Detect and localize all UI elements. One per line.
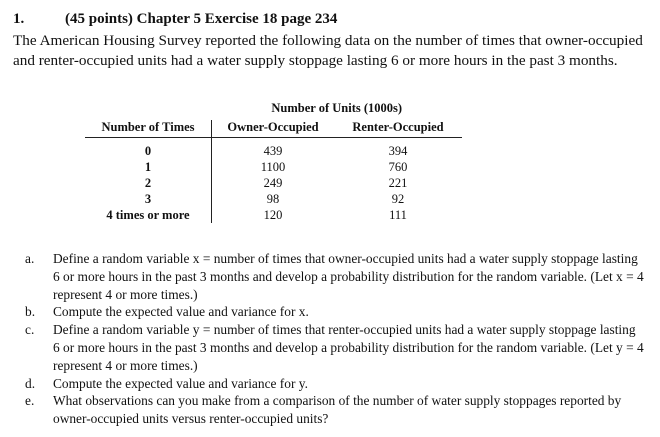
question-letter: e. [25,393,35,409]
renter-cell: 92 [391,192,405,206]
question-text: Define a random variable x = number of times that owner-occupied units had a water supply stoppage lasting 6 or more hours in the past 3 months and develop a probability distribution for the random variable. (Let x = 4 represent 4 or more times.) [53,251,644,302]
renter-cell: 394 [388,144,408,158]
question-letter: c. [25,322,35,338]
table-row [85,159,462,175]
times-cell: 0 [144,144,152,158]
question-d [25,375,645,393]
question-a [25,250,645,303]
problem-intro: The American Housing Survey reported the following data on the number of times that owner-occupied and renter-occupied units had a water supply stoppage lasting 6 or more hours in the past 3 months. [13,32,643,69]
table-row [85,207,462,223]
question-b [25,303,645,321]
column-header-owner: Owner-Occupied [212,120,335,138]
column-header-times: Number of Times [85,120,212,138]
owner-cell: 249 [212,175,335,191]
owner-cell: 98 [212,191,335,207]
question-list [25,250,645,428]
times-cell: 1 [144,160,152,174]
problem-number: 1. [13,11,25,27]
renter-cell: 111 [389,208,407,222]
table-row [85,191,462,207]
column-header-renter: Renter-Occupied [334,120,462,138]
times-cell: 4 times or more [106,208,190,222]
question-text: What observations can you make from a comparison of the number of water supply stoppages reported by owner-occupied units versus renter-occupied units? [53,393,622,427]
question-letter: d. [25,375,36,391]
renter-cell: 221 [388,176,408,190]
times-cell: 2 [144,176,152,190]
stoppage-table [85,101,462,223]
table-row [85,175,462,191]
owner-cell: 439 [212,143,335,159]
units-header: Number of Units (1000s) [271,101,403,115]
question-letter: b. [25,304,36,320]
question-text: Define a random variable y = number of times that renter-occupied units had a water supply stoppage lasting 6 or more hours in the past 3 months and develop a probability distribution for the random variable. (Let y = 4 represent 4 or more times.) [53,322,644,373]
question-c [25,321,645,374]
owner-cell: 120 [212,207,335,223]
question-text: Compute the expected value and variance for x. [53,304,309,320]
owner-cell: 1100 [212,159,335,175]
renter-cell: 760 [388,160,408,174]
table-row [85,143,462,159]
problem-title: (45 points) Chapter 5 Exercise 18 page 234 [65,11,338,27]
question-letter: a. [25,251,35,266]
question-e [25,392,645,428]
problem-heading [13,11,337,28]
question-text: Compute the expected value and variance for y. [53,375,308,391]
times-cell: 3 [144,192,152,206]
